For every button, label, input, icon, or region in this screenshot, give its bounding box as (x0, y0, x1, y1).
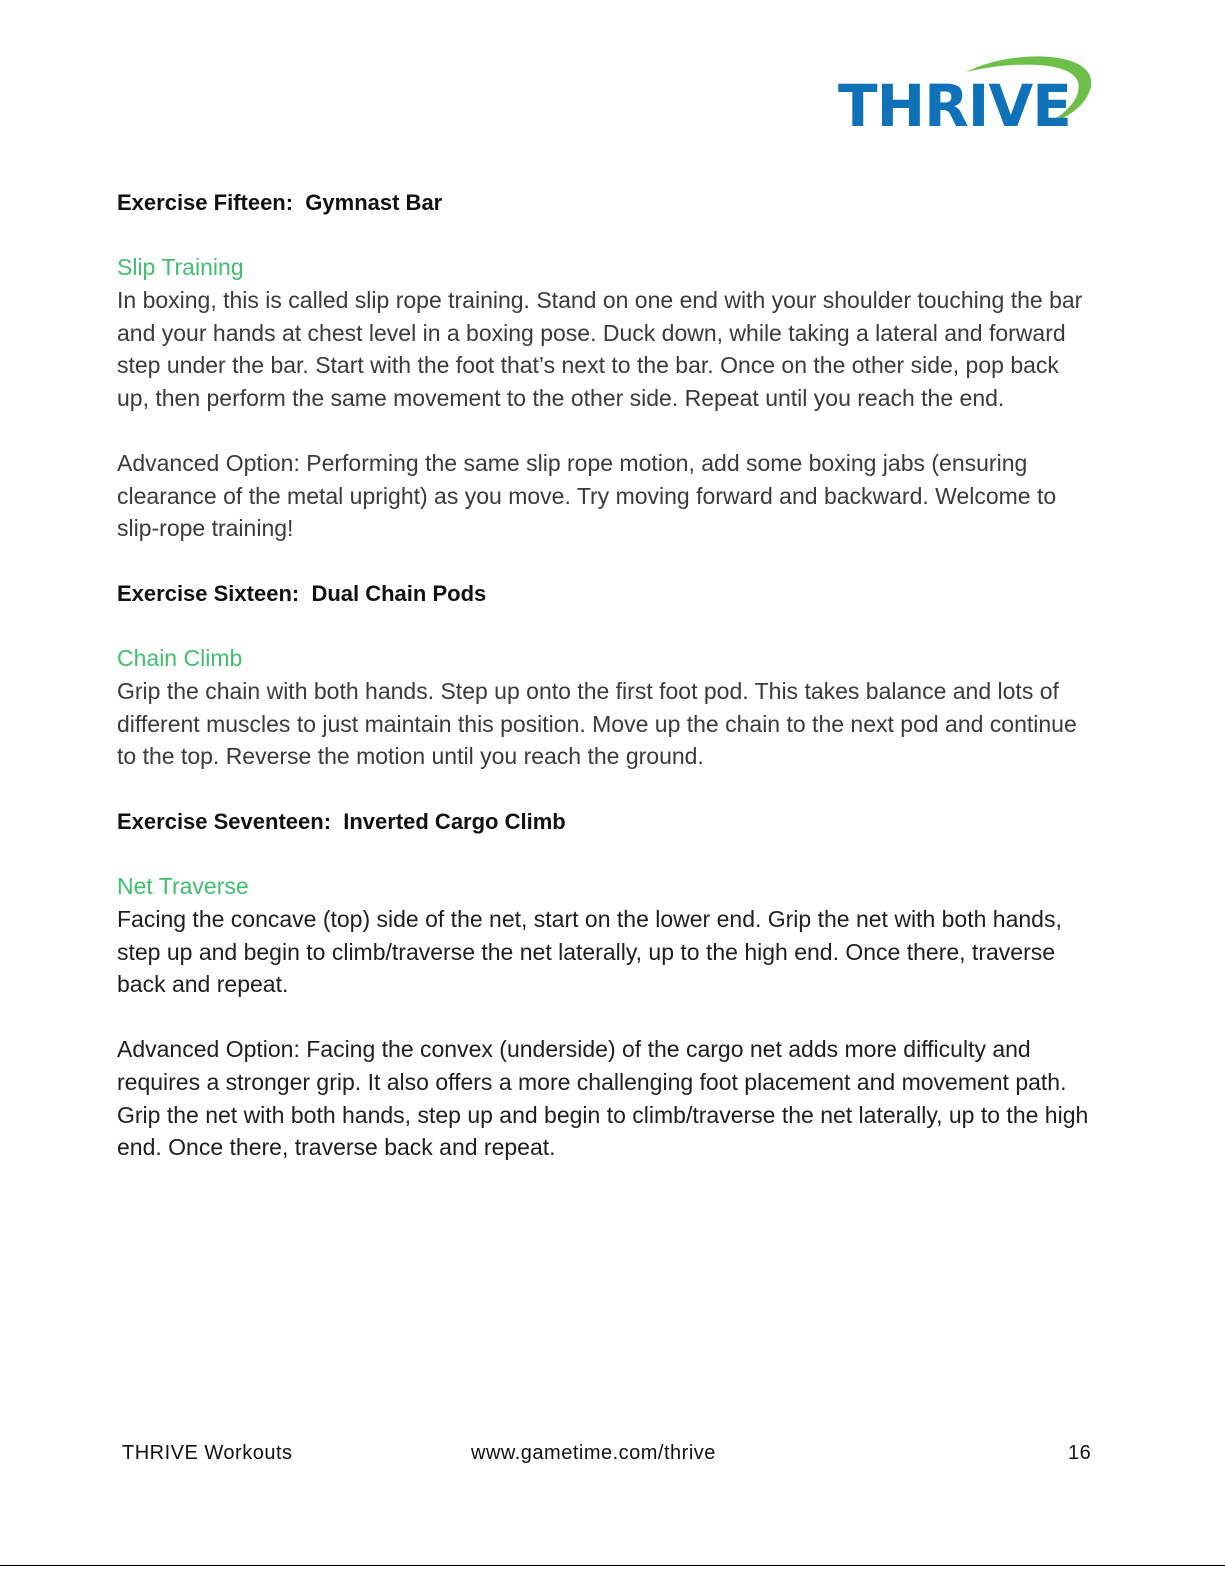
section-dual-chain-pods (117, 577, 1092, 773)
paragraph: Grip the chain with both hands. Step up onto the first foot pod. This takes balance and lots of different muscles to just maintain this position. Move up the chain to the next pod and continue to the top. Reverse the motion until you reach the ground. (117, 677, 1077, 770)
section-subheading: Net Traverse (117, 873, 249, 900)
paragraph: Advanced Option: Facing the convex (underside) of the cargo net adds more difficulty and requires a stronger grip. It also offers a more challenging foot placement and movement path. Grip the net with both hands, step up and begin to climb/traverse the net laterally, up to the high end. Once there, traverse back and repeat. (117, 1036, 1089, 1161)
paragraph: Advanced Option: Performing the same slip rope motion, add some boxing jabs (ensuring clearance of the metal upright) as you move. Try moving forward and backward. Welcome to slip-rope training! (117, 449, 1057, 542)
document-body (117, 186, 1092, 1196)
section-inverted-cargo-climb (117, 805, 1092, 1164)
thrive-logo (838, 50, 1098, 140)
section-subheading: Slip Training (117, 254, 244, 280)
footer-title: THRIVE Workouts (122, 1442, 293, 1464)
paragraph: In boxing, this is called slip rope training. Stand on one end with your shoulder touching the bar and your hands at chest level in a boxing pose. Duck down, while taking a lateral and forward step under the bar. Start with the foot that’s next to the bar. Once on the other side, pop back up, then perform the same movement to the other side. Repeat until you reach the end. (117, 287, 1083, 412)
section-heading: Exercise Fifteen: Gymnast Bar (117, 190, 443, 215)
section-subheading: Chain Climb (117, 644, 243, 671)
logo-wordmark: THRIVE (838, 72, 1071, 140)
footer-url: www.gametime.com/thrive (471, 1442, 716, 1464)
paragraph: Facing the concave (top) side of the net, start on the lower end. Grip the net with both hands, step up and begin to climb/traverse the net laterally, up to the high end. Once there, traverse back and repeat. (117, 906, 1062, 998)
section-gymnast-bar (117, 186, 1092, 545)
section-heading: Exercise Seventeen: Inverted Cargo Climb (117, 809, 566, 835)
bottom-divider (0, 1565, 1225, 1566)
page-number: 16 (1068, 1442, 1092, 1464)
section-heading: Exercise Sixteen: Dual Chain Pods (117, 580, 487, 606)
thrive-logo-graphic (838, 50, 1098, 140)
page-footer (0, 1442, 1225, 1472)
